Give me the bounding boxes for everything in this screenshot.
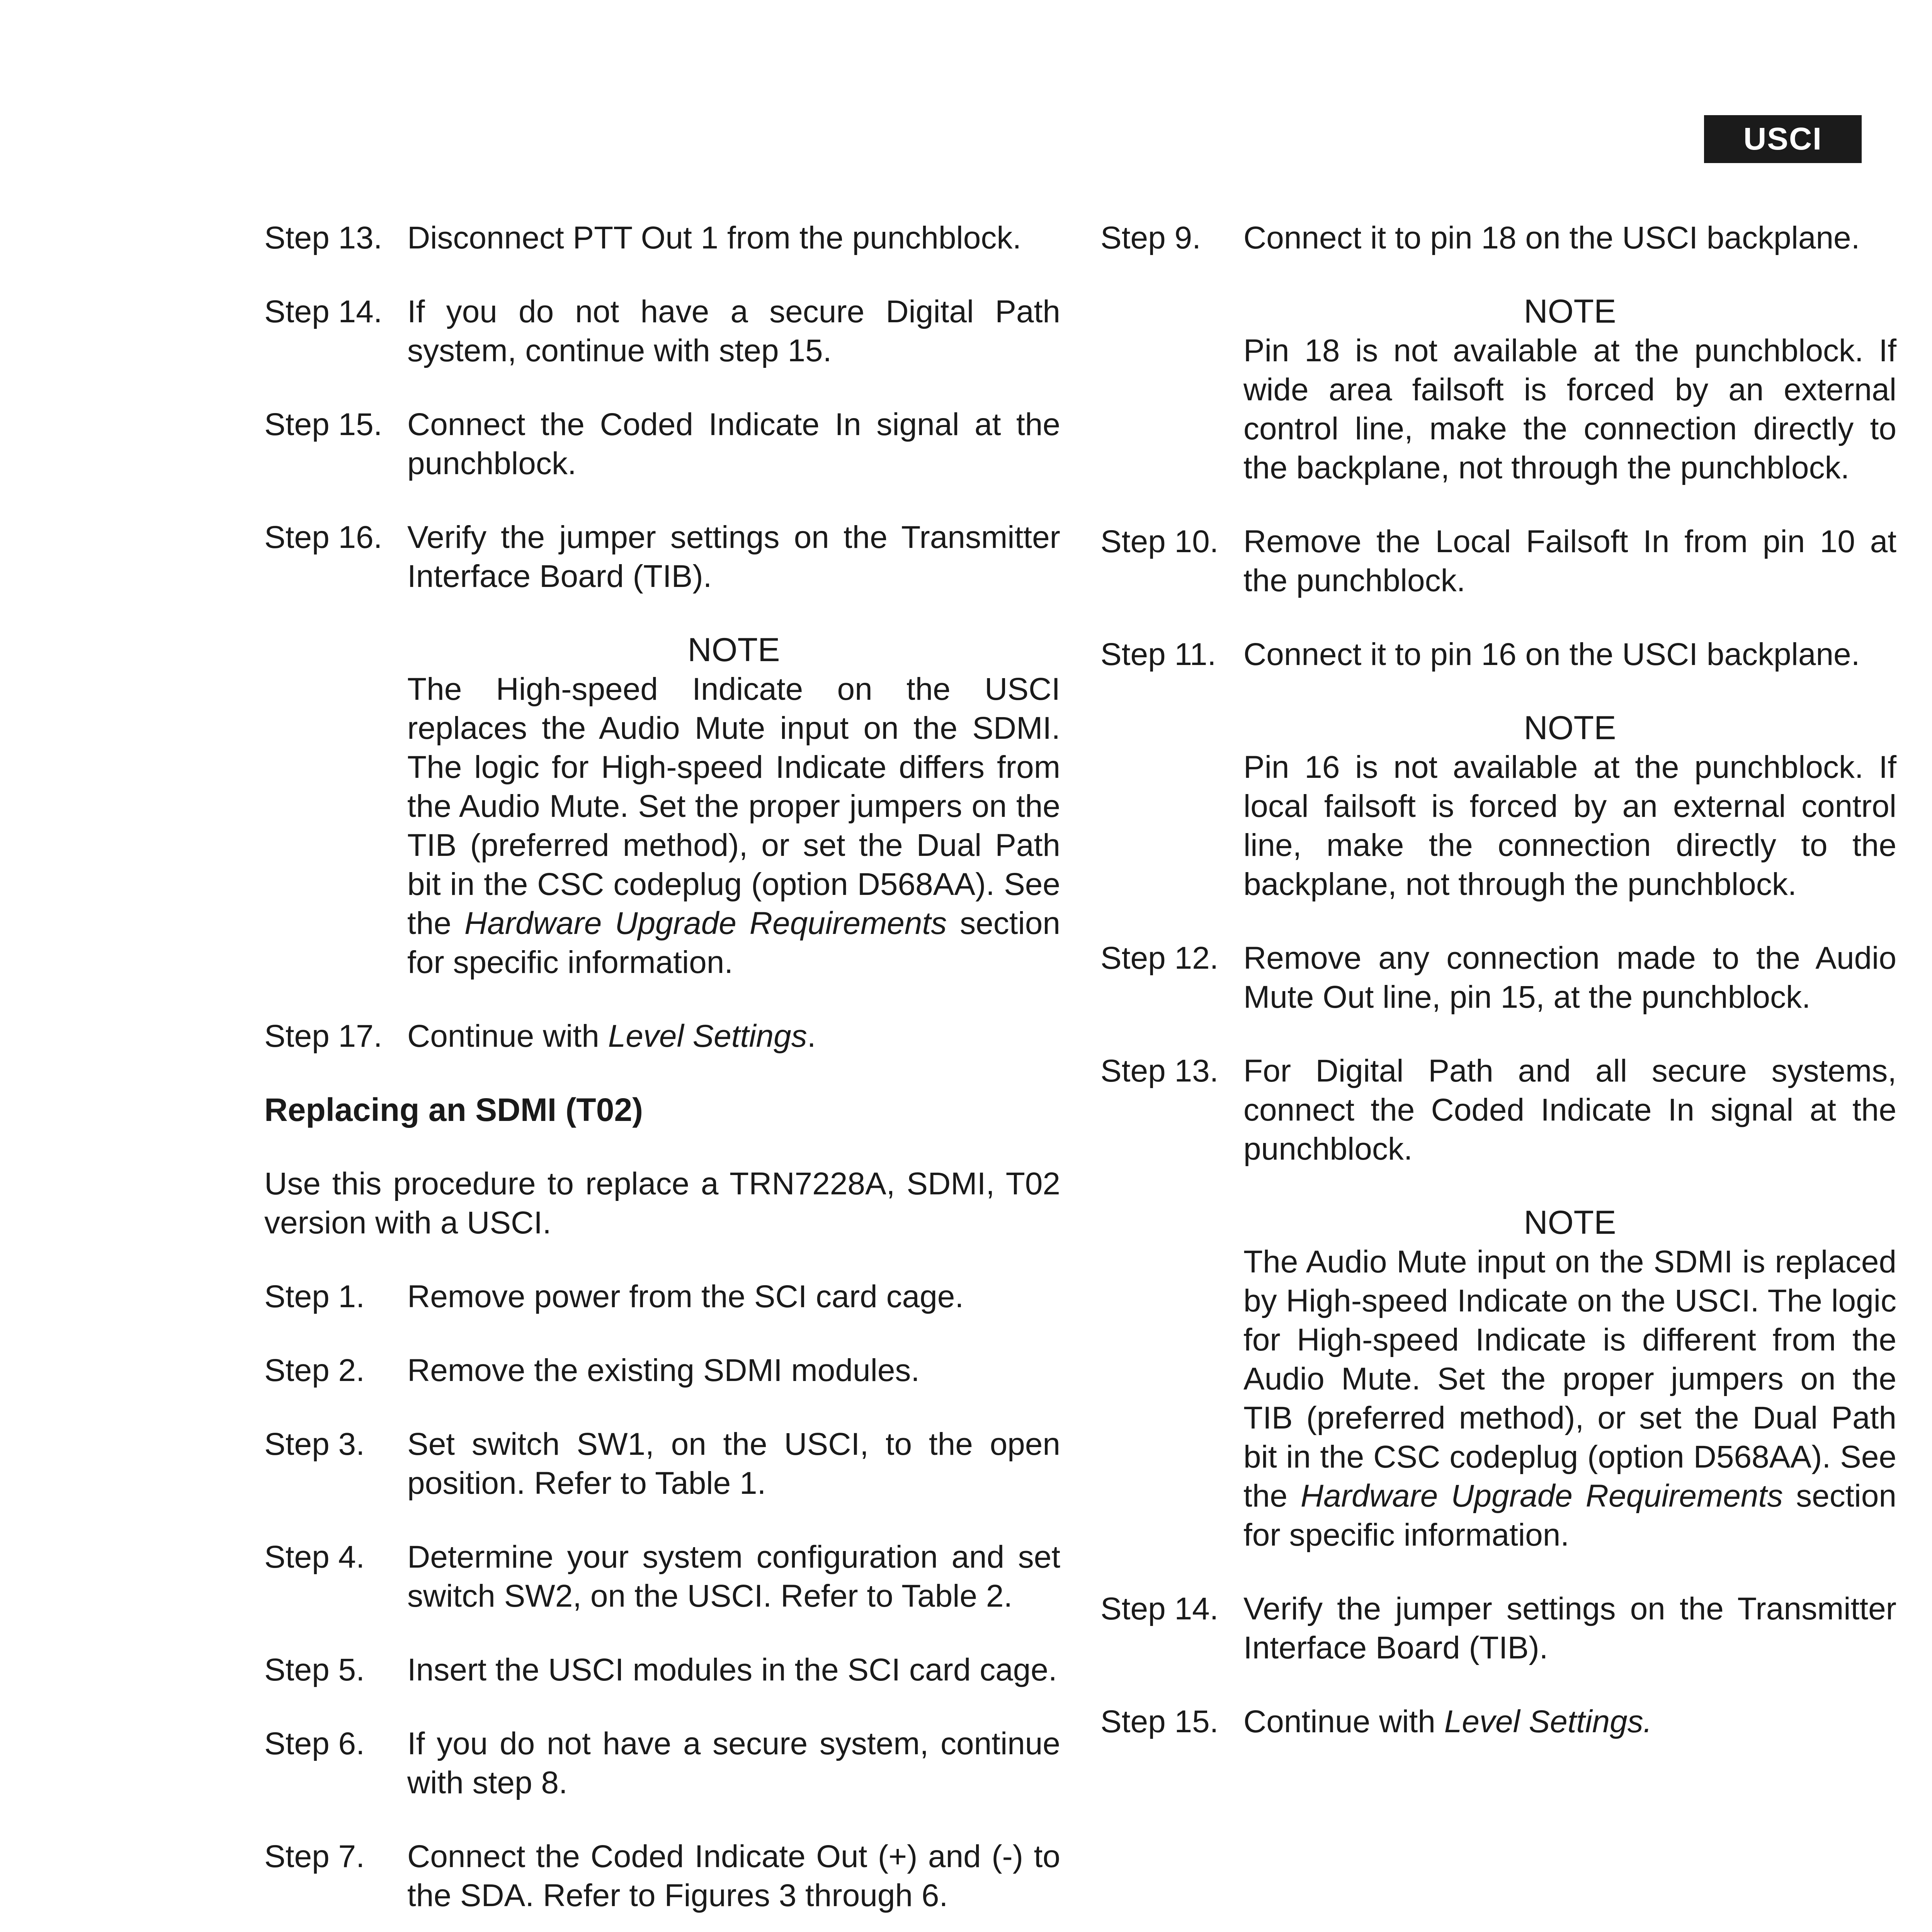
note-block [407,631,1060,982]
step-text: Determine your system configuration and set switch SW2, on the USCI. Refer to Table 2. [407,1539,1060,1614]
step-number: Step 16. [264,520,383,555]
step-item [264,1017,1060,1056]
note-text-italic: Hardware Upgrade Requirements [1300,1478,1783,1514]
step-text-part: Continue with [1243,1704,1444,1739]
step-number: Step 12. [1100,940,1219,976]
step-text: Connect it to pin 18 on the USCI backplane. [1243,220,1860,255]
step-text-part: Continue with [407,1019,608,1054]
step-text [1243,1702,1896,1741]
step-text-italic: Level Settings. [1444,1704,1652,1739]
step-text: Connect the Coded Indicate Out (+) and (-) to the SDA. Refer to Figures 3 through 6. [407,1839,1060,1913]
step-item [264,1425,1060,1503]
note-block [1243,709,1896,904]
step-number: Step 13. [1100,1053,1219,1088]
step-number: Step 15. [1100,1704,1219,1739]
step-text: Connect it to pin 16 on the USCI backplane. [1243,637,1860,672]
note-block [1243,292,1896,487]
step-item [1100,1051,1896,1168]
note-text: The High-speed Indicate on the USCI replaces the Audio Mute input on the SDMI. The logic for High-speed Indicate differs from the Audio Mute. Set the proper jumpers on the TIB (preferred method), or set the Dual Path bit in the CSC codeplug (option D568AA). See the [407,672,1060,941]
note-text: Pin 16 is not available at the punchblock. If local failsoft is forced by an external control line, make the connection directly to the backplane, not through the punchblock. [1243,750,1896,902]
step-item [1100,218,1896,257]
step-item [264,1837,1060,1915]
step-text: Remove power from the SCI card cage. [407,1279,964,1314]
step-number: Step 4. [264,1539,365,1575]
note-text: The Audio Mute input on the SDMI is replaced by High-speed Indicate on the USCI. The logic for High-speed Indicate is different from the Audio Mute. Set the proper jumpers on the TIB (preferred method), or set the Dual Path bit in the CSC codeplug (option D568AA). See the [1243,1244,1896,1514]
step-text: If you do not have a secure Digital Path system, continue with step 15. [407,294,1060,368]
step-text: Set switch SW1, on the USCI, to the open position. Refer to Table 1. [407,1427,1060,1501]
step-number: Step 11. [1100,637,1216,672]
left-column [264,218,1060,1932]
step-item [264,1724,1060,1802]
step-number: Step 15. [264,407,383,442]
step-item [264,1351,1060,1390]
step-item [264,1277,1060,1316]
step-item [1100,1589,1896,1667]
note-title: NOTE [1524,1204,1616,1241]
step-number: Step 9. [1100,220,1201,255]
step-text: Remove any connection made to the Audio Mute Out line, pin 15, at the punchblock. [1243,940,1896,1015]
step-number: Step 7. [264,1839,365,1874]
step-number: Step 2. [264,1353,365,1388]
step-number: Step 6. [264,1726,365,1761]
step-item [264,1650,1060,1689]
step-text: If you do not have a secure system, continue with step 8. [407,1726,1060,1800]
step-item [1100,522,1896,600]
step-item [1100,1702,1896,1741]
step-item [264,218,1060,257]
step-number: Step 3. [264,1427,365,1462]
step-item [264,518,1060,596]
step-number: Step 5. [264,1652,365,1687]
note-title: NOTE [1524,709,1616,747]
note-title: NOTE [1524,293,1616,330]
step-text [407,1017,1060,1056]
step-text: Remove the Local Failsoft In from pin 10 at the punchblock. [1243,524,1896,598]
step-item [1100,939,1896,1017]
section-heading: Replacing an SDMI (T02) [264,1092,643,1128]
note-title: NOTE [687,631,780,668]
section-badge: USCI [1704,115,1862,163]
step-text-italic: Level Settings [608,1019,807,1054]
step-text: For Digital Path and all secure systems, connect the Coded Indicate In signal at the punchblock. [1243,1053,1896,1167]
step-number: Step 17. [264,1019,383,1054]
step-text: Insert the USCI modules in the SCI card cage. [407,1652,1057,1687]
step-item [264,292,1060,370]
step-number: Step 1. [264,1279,365,1314]
right-column [1100,218,1896,1776]
step-text-part: . [807,1019,816,1054]
note-text-italic: Hardware Upgrade Requirements [464,906,947,941]
step-text: Verify the jumper settings on the Transmitter Interface Board (TIB). [407,520,1060,594]
step-item [264,405,1060,483]
step-number: Step 14. [264,294,383,329]
note-text: section for specific information. [407,906,1060,980]
step-number: Step 14. [1100,1591,1219,1626]
step-number: Step 13. [264,220,383,255]
step-text: Connect the Coded Indicate In signal at the punchblock. [407,407,1060,481]
note-text: Pin 18 is not available at the punchblock. If wide area failsoft is forced by an external control line, make the connection directly to the backplane, not through the punchblock. [1243,333,1896,485]
note-text: section for specific information. [1243,1478,1896,1553]
intro-paragraph: Use this procedure to replace a TRN7228A, SDMI, T02 version with a USCI. [264,1166,1060,1240]
step-text: Verify the jumper settings on the Transmitter Interface Board (TIB). [1243,1591,1896,1665]
step-number: Step 10. [1100,524,1219,559]
step-item [264,1537,1060,1616]
note-block [1243,1203,1896,1554]
step-text: Remove the existing SDMI modules. [407,1353,920,1388]
step-text: Disconnect PTT Out 1 from the punchblock. [407,220,1022,255]
step-item [1100,635,1896,674]
